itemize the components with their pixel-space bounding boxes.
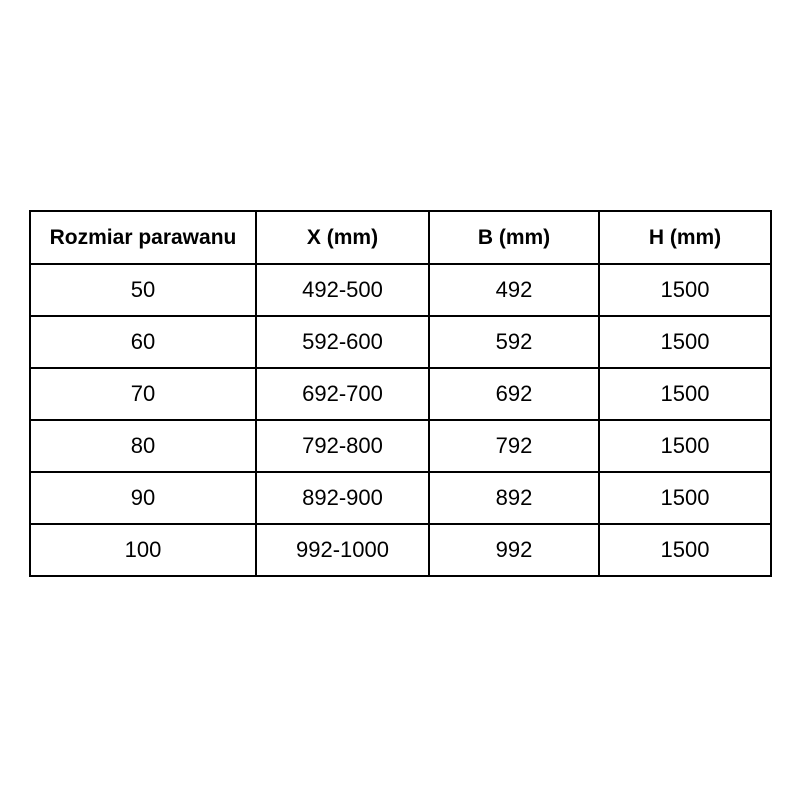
cell-rozmiar: 90: [30, 472, 256, 524]
table-row: [30, 316, 771, 368]
cell-rozmiar: 80: [30, 420, 256, 472]
cell-x: 792-800: [256, 420, 429, 472]
cell-rozmiar: 50: [30, 264, 256, 316]
table-row: [30, 264, 771, 316]
table-row: [30, 420, 771, 472]
cell-b: 492: [429, 264, 599, 316]
cell-x: 492-500: [256, 264, 429, 316]
cell-h: 1500: [599, 524, 771, 576]
column-header-h-mm: H (mm): [599, 211, 771, 264]
cell-h: 1500: [599, 420, 771, 472]
table-row: [30, 368, 771, 420]
cell-b: 592: [429, 316, 599, 368]
table-row: [30, 472, 771, 524]
size-table: [29, 210, 772, 577]
size-table-container: [29, 210, 772, 577]
cell-x: 592-600: [256, 316, 429, 368]
cell-x: 892-900: [256, 472, 429, 524]
cell-b: 692: [429, 368, 599, 420]
cell-h: 1500: [599, 368, 771, 420]
table-header-row: [30, 211, 771, 264]
table-row: [30, 524, 771, 576]
cell-b: 892: [429, 472, 599, 524]
column-header-x-mm: X (mm): [256, 211, 429, 264]
cell-h: 1500: [599, 472, 771, 524]
cell-h: 1500: [599, 264, 771, 316]
column-header-rozmiar-parawanu: Rozmiar parawanu: [30, 211, 256, 264]
cell-x: 692-700: [256, 368, 429, 420]
cell-h: 1500: [599, 316, 771, 368]
cell-b: 792: [429, 420, 599, 472]
cell-rozmiar: 100: [30, 524, 256, 576]
cell-rozmiar: 60: [30, 316, 256, 368]
table-header: [30, 211, 771, 264]
cell-x: 992-1000: [256, 524, 429, 576]
column-header-b-mm: B (mm): [429, 211, 599, 264]
cell-b: 992: [429, 524, 599, 576]
table-body: [30, 264, 771, 576]
cell-rozmiar: 70: [30, 368, 256, 420]
